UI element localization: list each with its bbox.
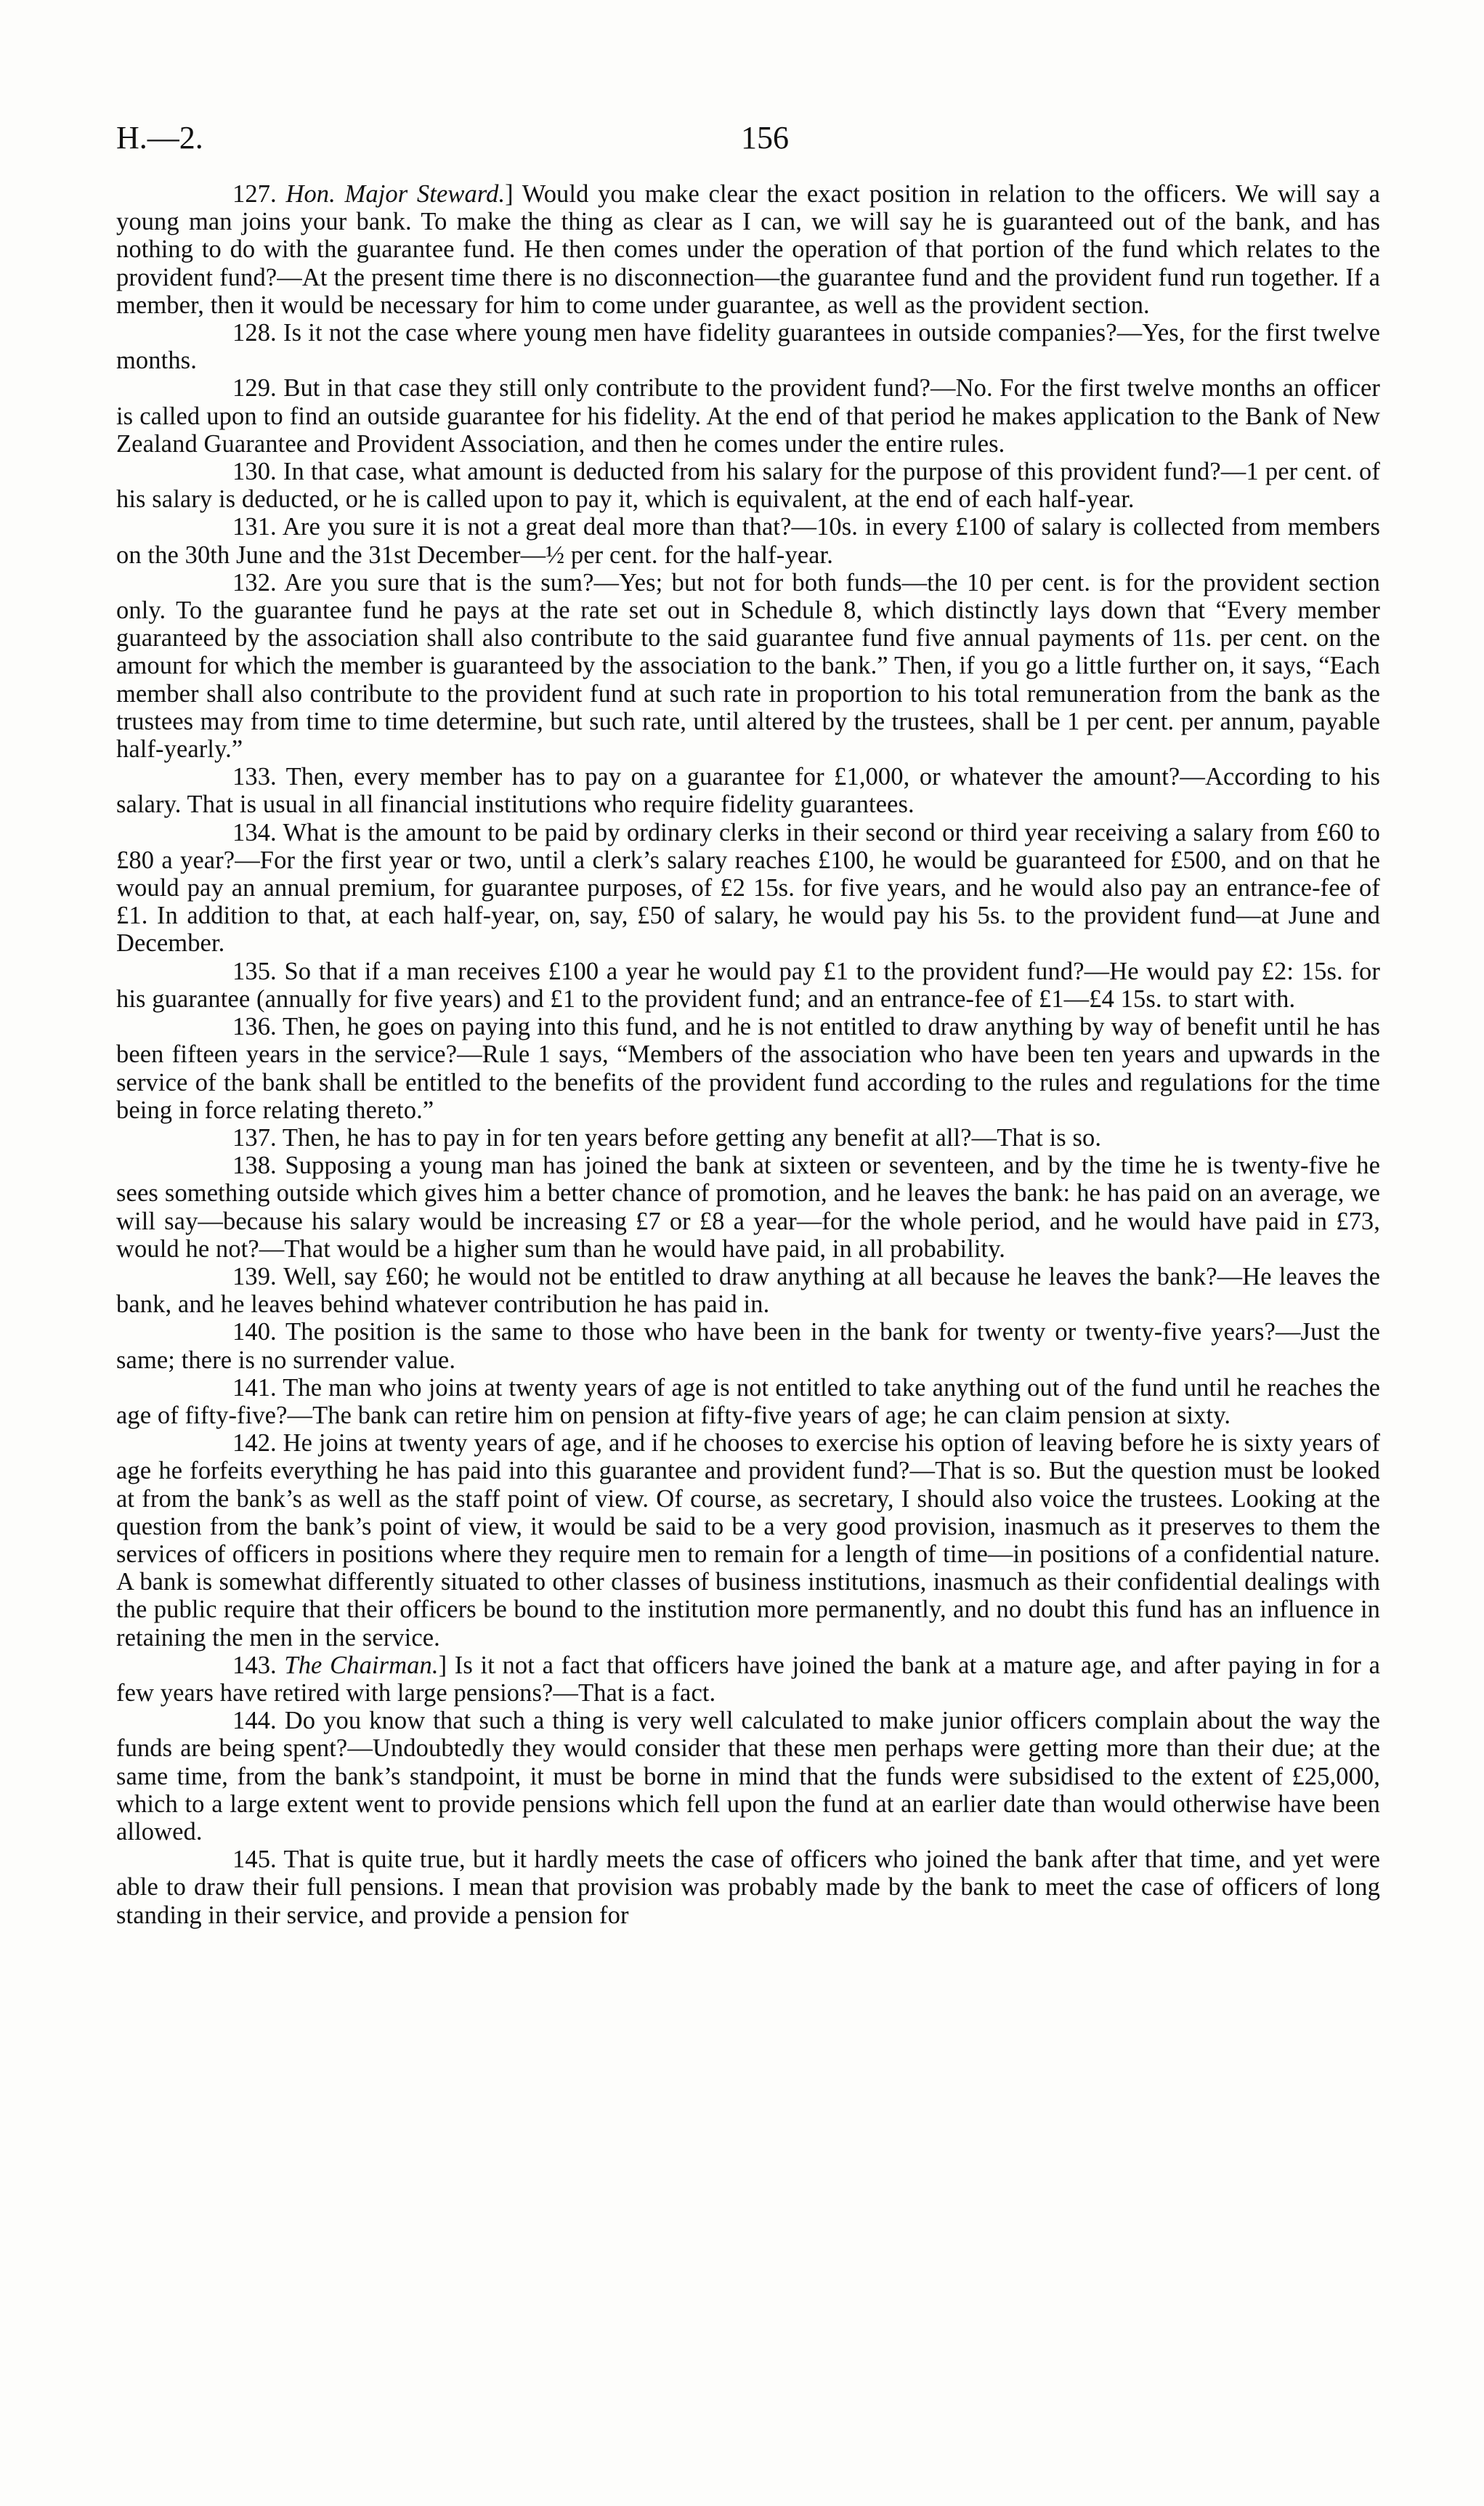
page-number: 156: [741, 120, 789, 155]
question-paragraph: 145. That is quite true, but it hardly meets the case of officers who joined the bank after that time, and yet were able to draw their full pensions. I mean that provision was probably made by the bank to meet the case of officers of long standing in their service, and provide a pension for: [116, 1846, 1380, 1929]
question-paragraph: 141. The man who joins at twenty years of age is not entitled to take anything out of the fund until he reaches the age of fifty-five?—The bank can retire him on pension at fifty-five years of age; he can claim pension at sixty.: [116, 1373, 1380, 1429]
question-paragraph: 136. Then, he goes on paying into this fund, and he is not entitled to draw anything by way of benefit until he has been fifteen years in the service?—Rule 1 says, “Members of the association who have been ten years and upwards in the service of the bank shall be entitled to the benefits of the provident fund according to the rules and regulations for the time being in force relating thereto.”: [116, 1013, 1380, 1124]
paragraph-text: ] Would you make clear the exact position in relation to the officers. We will say a young man joins your bank. To make the thing as clear as I can, we will say he is guaranteed out of the bank, and has nothing to do with the guarantee fund. He then comes under the operation of that portion of the fund which relates to the provident fund?—At the present time there is no disconnection—the guarantee fund and the provident fund run together. If a member, then it would be necessary for him to come under guarantee, as well as the provident section.: [116, 180, 1381, 319]
question-paragraph: 130. In that case, what amount is deducted from his salary for the purpose of this provident fund?—1 per cent. of his salary is deducted, or he is called upon to pay it, which is equivalent, at the end of each half-year.: [116, 458, 1380, 514]
paragraph-text-lead: 143.: [232, 1651, 285, 1679]
speaker-name: The Chairman.: [284, 1651, 439, 1679]
question-paragraph: 144. Do you know that such a thing is very well calculated to make junior officers complain about the way the funds are being spent?—Undoubtedly they would consider that these men perhaps were getting more than their due; at the same time, from the bank’s standpoint, it must be borne in mind that the funds were subsidised to the extent of £25,000, which to a large extent went to provide pensions which fell upon the fund at an earlier date than would otherwise have been allowed.: [116, 1707, 1380, 1846]
document-reference: H.—2.: [116, 120, 203, 155]
question-paragraph: 134. What is the amount to be paid by ordinary clerks in their second or third year receiving a salary from £60 to £80 a year?—For the first year or two, until a clerk’s salary reaches £100, he would be guaranteed for £500, and on that he would pay an annual premium, for guarantee purposes, of £2 15s. for five years, and he would also pay an entrance-fee of £1. In addition to that, at each half-year, on, say, £50 of salary, he would pay his 5s. to the provident fund—at June and December.: [116, 818, 1380, 958]
question-paragraph: 140. The position is the same to those who have been in the bank for twenty or twenty-five years?—Just the same; there is no surrender value.: [116, 1318, 1380, 1374]
paragraph-text-lead: 127.: [232, 180, 286, 208]
question-paragraph: 137. Then, he has to pay in for ten years before getting any benefit at all?—That is so.: [232, 1123, 1102, 1152]
paragraph-text: ] Is it not a fact that officers have joined the bank at a mature age, and after paying in for a few years have retired with large pensions?—That is a fact.: [116, 1651, 1380, 1707]
document-body: [116, 180, 1380, 1929]
question-paragraph: 132. Are you sure that is the sum?—Yes; but not for both funds—the 10 per cent. is for the provident section only. To the guarantee fund he pays at the rate set out in Schedule 8, which distinctly lays down that “Every member guaranteed by the association shall also contribute to the said guarantee fund five annual payments of 11s. per cent. on the amount for which the member is guaranteed by the association to the bank.” Then, if you go a little further on, it says, “Each member shall also contribute to the provident fund at such rate in proportion to his total remuneration from the bank as the trustees may from time to time determine, but such rate, until altered by the trustees, shall be 1 per cent. per annum, payable half-yearly.”: [116, 568, 1380, 764]
question-paragraph: 131. Are you sure it is not a great deal more than that?—10s. in every £100 of salary is collected from members on the 30th June and the 31st December—½ per cent. for the half-year.: [116, 513, 1380, 569]
question-paragraph: 129. But in that case they still only contribute to the provident fund?—No. For the first twelve months an officer is called upon to find an outside guarantee for his fidelity. At the end of that period he makes application to the Bank of New Zealand Guarantee and Provident Association, and then he comes under the entire rules.: [116, 374, 1380, 458]
question-paragraph: 133. Then, every member has to pay on a guarantee for £1,000, or whatever the amount?—According to his salary. That is usual in all financial institutions who require fidelity guarantees.: [116, 763, 1380, 819]
page-header: [116, 116, 1373, 160]
question-paragraph: 138. Supposing a young man has joined the bank at sixteen or seventeen, and by the time he is twenty-five he sees something outside which gives him a better chance of promotion, and he leaves the bank: he has paid on an average, we will say—because his salary would be increasing £7 or £8 a year—for the whole period, and he would have paid in £73, would he not?—That would be a higher sum than he would have paid, in all probability.: [116, 1152, 1380, 1263]
speaker-name: Hon. Major Steward.: [285, 180, 506, 208]
question-paragraph: [116, 1652, 1380, 1707]
question-paragraph: 135. So that if a man receives £100 a year he would pay £1 to the provident fund?—He would pay £2: 15s. for his guarantee (annually for five years) and £1 to the provident fund; and an entrance-fee of £1—£4 15s. to start with.: [116, 957, 1380, 1013]
question-paragraph: 128. Is it not the case where young men have fidelity guarantees in outside companies?—Yes, for the first twelve months.: [116, 319, 1380, 375]
question-paragraph: [116, 180, 1380, 319]
question-paragraph: 142. He joins at twenty years of age, and if he chooses to exercise his option of leaving before he is sixty years of age he forfeits everything he has paid into this guarantee and provident fund?—That is so. But the question must be looked at from the bank’s as well as the staff point of view. Of course, as secretary, I should also voice the trustees. Looking at the question from the bank’s point of view, it would be said to be a very good provision, inasmuch as it preserves to them the services of officers in positions where they require men to remain for a length of time—in positions of a confidential nature. A bank is somewhat differently situated to other classes of business institutions, inasmuch as their confidential dealings with the public require that their officers be bound to the institution more permanently, and no doubt this fund has an influence in retaining the men in the service.: [116, 1429, 1380, 1652]
question-paragraph: 139. Well, say £60; he would not be entitled to draw anything at all because he leaves the bank?—He leaves the bank, and he leaves behind whatever contribution he has paid in.: [116, 1262, 1380, 1319]
